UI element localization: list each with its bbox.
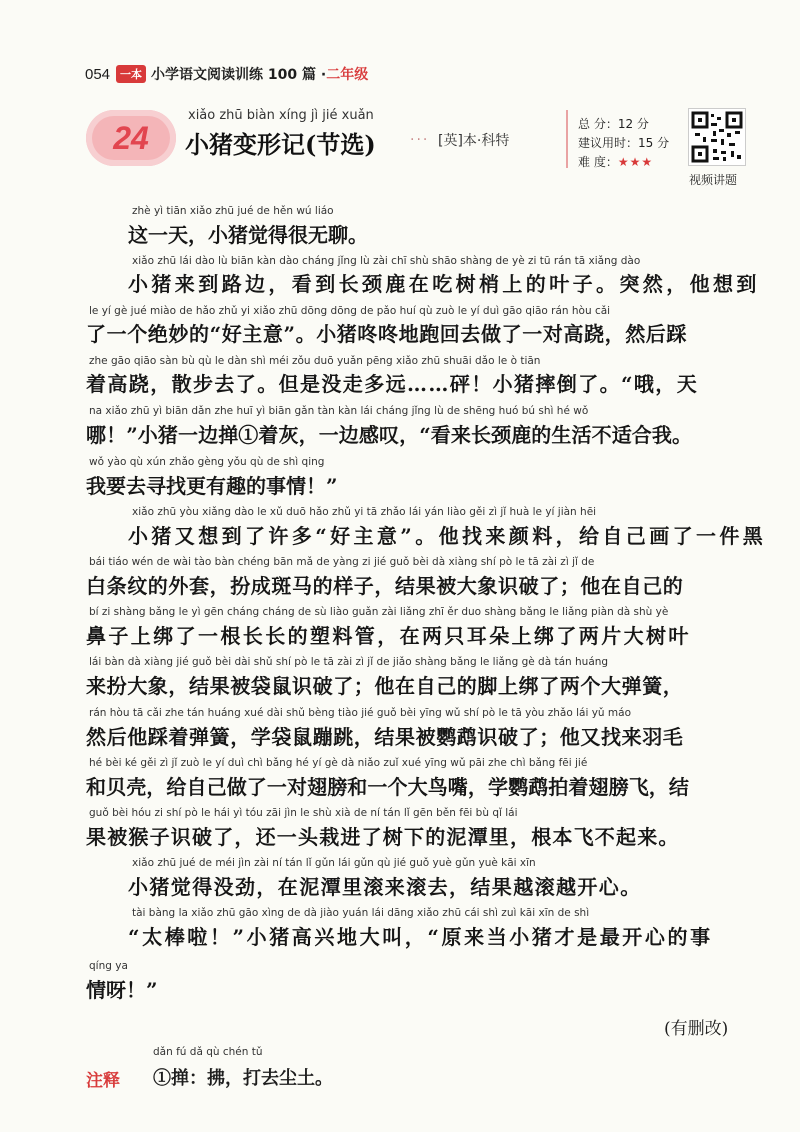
lesson-number: 24 [113, 120, 149, 156]
pinyin-line: wǒ yào qù xún zhǎo gèng yǒu qù de shì qing [89, 456, 325, 468]
pinyin-line: qíng ya [89, 960, 128, 972]
pinyin-line: zhè yì tiān xiǎo zhū jué de hěn wú liáo [132, 205, 334, 217]
pinyin-line: xiǎo zhū lái dào lù biān kàn dào cháng jǐng lù zài chī shù shāo shàng de yè zi tū rán tā xiǎng dào [132, 255, 641, 267]
qr-caption: 视频讲题 [689, 173, 738, 187]
text-line: 白条纹的外套，扮成斑马的样子，结果被大象识破了；他在自己的 [86, 574, 684, 598]
pinyin-line: hé bèi ké gěi zì jǐ zuò le yí duì chì bǎng hé yí gè dà niǎo zuǐ xué yīng wǔ pāi zhe chì bǎng fēi jié [89, 757, 588, 769]
lesson-author: [英]本·科特 [438, 133, 510, 149]
footnote-pinyin: dǎn fú dǎ qù chén tǔ [153, 1046, 263, 1058]
pinyin-line: bái tiáo wén de wài tào bàn chéng bān mǎ de yàng zi jié guǒ bèi dà xiàng shí pò le tā zài zì jǐ de [89, 556, 595, 568]
page-number: 054 [85, 65, 111, 83]
text-line: 着高跷，散步去了。但是没走多远……砰！小猪摔倒了。“哦，天 [86, 372, 699, 396]
page-header [85, 63, 368, 85]
text-line: 小猪觉得没劲，在泥潭里滚来滚去，结果越滚越开心。 [128, 875, 642, 899]
pinyin-line: rán hòu tā cǎi zhe tán huáng xué dài shǔ bèng tiào jié guǒ bèi yīng wǔ shí pò le tā yòu zhǎo lái yǔ máo [89, 707, 631, 719]
difficulty-label: 难 度： [578, 155, 618, 169]
info-score: 总 分：12 分 [578, 117, 649, 131]
title-dots: ··· [410, 132, 430, 148]
pinyin-line: bí zi shàng bǎng le yì gēn cháng cháng de sù liào guǎn zài liǎng zhī ěr duo shàng bǎng le liǎng piàn dà shù yè [89, 606, 669, 618]
pinyin-line: na xiǎo zhū yì biān dǎn zhe huī yì biān gǎn tàn kàn lái cháng jǐng lù de shēng huó bú shì hé wǒ [89, 405, 589, 417]
text-line: 鼻子上绑了一根长长的塑料管，在两只耳朵上绑了两片大树叶 [86, 624, 691, 648]
pinyin-line: le yí gè jué miào de hǎo zhǔ yi xiǎo zhū dōng dōng de pǎo huí qù zuò le yí duì gāo qiāo rán hòu cǎi [89, 305, 611, 317]
pinyin-line: xiǎo zhū jué de méi jìn zài ní tán lǐ gǔn lái gǔn qù jié guǒ yuè gǔn yuè kāi xīn [132, 857, 536, 869]
text-line: 情呀！” [86, 978, 158, 1002]
lesson-title: 小猪变形记(节选) [185, 130, 376, 159]
pinyin-line: zhe gāo qiāo sàn bù qù le dàn shì méi zǒu duō yuǎn pēng xiǎo zhū shuāi dǎo le ò tiān [89, 355, 541, 367]
pinyin-line: tài bàng la xiǎo zhū gāo xìng de dà jiào yuán lái dāng xiǎo zhū cái shì zuì kāi xīn de shì [132, 907, 590, 919]
text-line: 小猪来到路边，看到长颈鹿在吃树梢上的叶子。突然，他想到 [128, 272, 760, 296]
text-line: 哪！”小猪一边掸①着灰，一边感叹，“看来长颈鹿的生活不适合我。 [86, 423, 693, 447]
text-line: 这一天，小猪觉得很无聊。 [128, 223, 368, 247]
text-line: 了一个绝妙的“好主意”。小猪咚咚地跑回去做了一对高跷，然后踩 [86, 322, 688, 346]
text-line: 来扮大象，结果被袋鼠识破了；他在自己的脚上绑了两个大弹簧， [86, 674, 684, 698]
book-title: 小学语文阅读训练 100 篇 · [151, 67, 327, 83]
info-time: 建议用时：15 分 [578, 136, 670, 150]
pinyin-line: guǒ bèi hóu zi shí pò le hái yì tóu zāi jìn le shù xià de ní tán lǐ gēn běn fēi bù qǐ lái [89, 807, 518, 819]
text-line: 果被猴子识破了，还一头栽进了树下的泥潭里，根本飞不起来。 [86, 825, 680, 849]
edited-note: (有删改) [664, 1019, 729, 1039]
text-line: 和贝壳，给自己做了一对翅膀和一个大鸟嘴，学鹦鹉拍着翅膀飞，结 [86, 775, 689, 799]
text-line: 然后他踩着弹簧，学袋鼠蹦跳，结果被鹦鹉识破了；他又找来羽毛 [86, 725, 684, 749]
text-line: 小猪又想到了许多“好主意”。他找来颜料，给自己画了一件黑 [128, 524, 767, 548]
text-line: 我要去寻找更有趣的事情！” [86, 474, 338, 498]
footnote-text: ①掸：拂，打去尘土。 [153, 1068, 333, 1089]
grade-label: 二年级 [326, 67, 369, 83]
info-difficulty [578, 153, 653, 170]
qr-code-graphic [689, 109, 745, 165]
brand-logo: 一本 [116, 65, 146, 83]
pinyin-line: xiǎo zhū yòu xiǎng dào le xǔ duō hǎo zhǔ yi tā zhǎo lái yán liào gěi zì jǐ huà le yí jiàn hēi [132, 506, 597, 518]
qr-code-icon[interactable] [688, 108, 746, 166]
text-line: “太棒啦！”小猪高兴地大叫，“原来当小猪才是最开心的事 [128, 925, 713, 949]
pinyin-line: lái bàn dà xiàng jié guǒ bèi dài shǔ shí pò le tā zài zì jǐ de jiǎo shàng bǎng le liǎng gè dà tán huáng [89, 656, 609, 668]
title-pinyin: xiǎo zhū biàn xíng jì jié xuǎn [188, 108, 374, 123]
footnote-label: 注释 [86, 1071, 120, 1091]
difficulty-stars: ★★★ [617, 155, 654, 169]
